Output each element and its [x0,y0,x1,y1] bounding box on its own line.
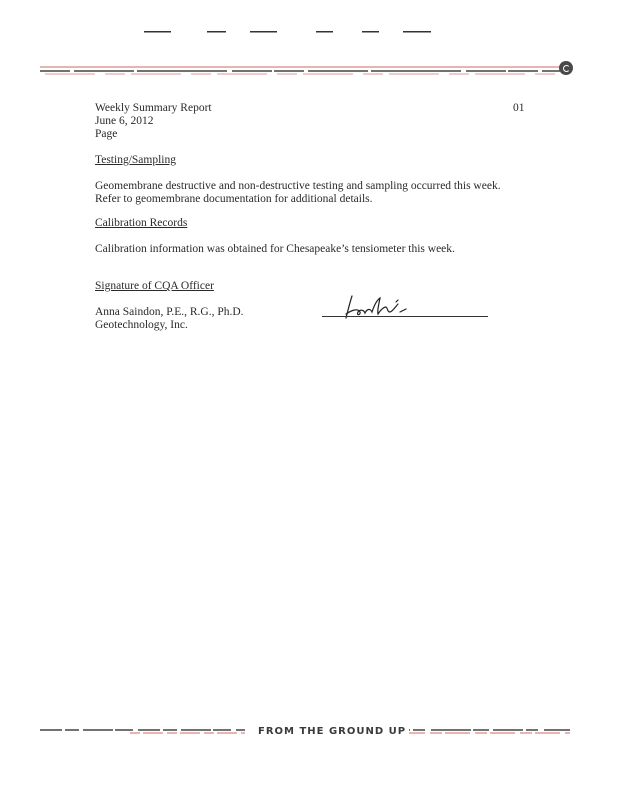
section-body-calibration: Calibration information was obtained for Chesapeake’s tensiometer this week. [95,243,455,255]
handwritten-signature [330,292,420,322]
page-number: 01 [513,102,525,114]
signature-line [322,316,488,317]
section-body-testing: Geomembrane destructive and non-destructive testing and sampling occurred this week. Refer to geomembrane documentation for additional details. [95,180,501,205]
header-rule [40,62,585,78]
signer-company: Geotechnology, Inc. [95,319,188,331]
page-label: Page [95,128,118,140]
header-dash-marks [0,30,618,34]
footer-tagline: FROM THE GROUND UP [255,726,409,737]
signature-heading: Signature of CQA Officer [95,280,214,292]
header-marker-icon [559,61,573,75]
signer-name: Anna Saindon, P.E., R.G., Ph.D. [95,306,244,318]
section-heading-calibration: Calibration Records [95,217,188,229]
report-date: June 6, 2012 [95,115,154,127]
report-title: Weekly Summary Report [95,102,212,114]
section-heading-testing: Testing/Sampling [95,154,176,166]
